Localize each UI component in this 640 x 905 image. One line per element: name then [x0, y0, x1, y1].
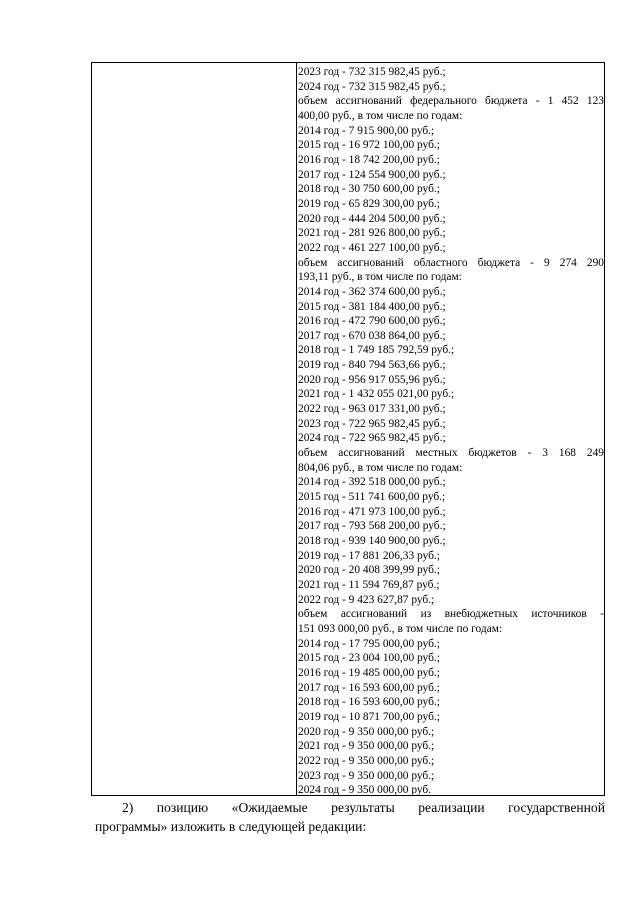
cell-line: 2021 год - 1 432 055 021,00 руб.;: [298, 388, 455, 401]
cell-line: 2022 год - 9 350 000,00 руб.;: [298, 754, 435, 767]
cell-line: 2019 год - 10 871 700,00 руб.;: [298, 710, 440, 723]
cell-line: 2015 год - 511 741 600,00 руб.;: [298, 491, 446, 504]
cell-line: 2019 год - 65 829 300,00 руб.;: [298, 197, 440, 210]
cell-line: 2022 год - 461 227 100,00 руб.;: [298, 241, 446, 254]
cell-line: 2016 год - 471 973 100,00 руб.;: [298, 505, 446, 518]
cell-line: 2020 год - 9 350 000,00 руб.;: [298, 725, 435, 738]
paragraph-line-1: 2) позицию «Ожидаемые результаты реализации государственной: [122, 800, 605, 815]
cell-line: 2018 год - 16 593 600,00 руб.;: [298, 696, 440, 709]
cell-line: 2015 год - 381 184 400,00 руб.;: [298, 300, 446, 313]
cell-line: 2017 год - 124 554 900,00 руб.;: [298, 168, 446, 181]
cell-line: 2015 год - 23 004 100,00 руб.;: [298, 652, 440, 665]
cell-line: 151 093 000,00 руб., в том числе по годам:: [298, 622, 503, 635]
cell-line: объем ассигнований местных бюджетов - 3 168 249: [298, 447, 604, 460]
cell-line: 2016 год - 19 485 000,00 руб.;: [298, 666, 440, 679]
cell-line: 2024 год - 722 965 982,45 руб.;: [298, 432, 446, 445]
financing-table: [91, 62, 605, 796]
paragraph-line-2: программы» изложить в следующей редакции:: [95, 819, 367, 834]
cell-line: 2022 год - 963 017 331,00 руб.;: [298, 403, 446, 416]
cell-line: 2014 год - 17 795 000,00 руб.;: [298, 637, 440, 650]
cell-line: 2023 год - 722 965 982,45 руб.;: [298, 417, 446, 430]
cell-line: 2022 год - 9 423 627,87 руб.;: [298, 593, 435, 606]
cell-line: 2023 год - 9 350 000,00 руб.;: [298, 769, 435, 782]
cell-line: 2016 год - 472 790 600,00 руб.;: [298, 315, 446, 328]
cell-line: 2018 год - 939 140 900,00 руб.;: [298, 535, 446, 547]
cell-line: 2021 год - 11 594 769,87 руб.;: [298, 578, 440, 591]
cell-line: 2014 год - 392 518 000,00 руб.;: [298, 476, 446, 489]
cell-line: 804,06 руб., в том числе по годам:: [298, 461, 463, 474]
cell-line: 2020 год - 956 917 055,96 руб.;: [298, 373, 446, 386]
cell-line: 2015 год - 16 972 100,00 руб.;: [298, 139, 440, 152]
cell-line: 2018 год - 30 750 600,00 руб.;: [298, 183, 440, 196]
cell-line: 2024 год - 9 350 000,00 руб.: [298, 784, 432, 797]
cell-line: 2017 год - 793 568 200,00 руб.;: [298, 520, 446, 533]
column-divider: [296, 63, 297, 795]
cell-line: 2014 год - 362 374 600,00 руб.;: [298, 285, 446, 298]
cell-line: 2024 год - 732 315 982,45 руб.;: [298, 80, 446, 93]
cell-line: 193,11 руб., в том числе по годам:: [298, 271, 462, 284]
cell-line: 2020 год - 20 408 399,99 руб.;: [298, 564, 440, 577]
cell-line: 2020 год - 444 204 500,00 руб.;: [298, 212, 446, 225]
cell-line: 2017 год - 670 038 864,00 руб.;: [298, 329, 446, 342]
cell-line: 2017 год - 16 593 600,00 руб.;: [298, 681, 440, 694]
cell-line: 400,00 руб., в том числе по годам:: [298, 109, 463, 122]
cell-line: объем ассигнований федерального бюджета - 1 452 123: [298, 95, 604, 108]
cell-line: 2019 год - 840 794 563,66 руб.;: [298, 359, 446, 372]
cell-line: 2021 год - 281 926 800,00 руб.;: [298, 227, 446, 240]
instruction-paragraph: [95, 798, 605, 836]
cell-line: 2014 год - 7 915 900,00 руб.;: [298, 124, 435, 137]
cell-line: объем ассигнований из внебюджетных источников -: [298, 608, 604, 621]
financing-cell: [298, 65, 604, 798]
cell-line: 2016 год - 18 742 200,00 руб.;: [298, 153, 440, 166]
cell-line: 2021 год - 9 350 000,00 руб.;: [298, 740, 435, 753]
cell-line: 2019 год - 17 881 206,33 руб.;: [298, 549, 440, 562]
cell-line: 2018 год - 1 749 185 792,59 руб.;: [298, 344, 455, 357]
cell-line: объем ассигнований областного бюджета - 9 274 290: [298, 256, 604, 269]
cell-line: 2023 год - 732 315 982,45 руб.;: [298, 66, 446, 78]
